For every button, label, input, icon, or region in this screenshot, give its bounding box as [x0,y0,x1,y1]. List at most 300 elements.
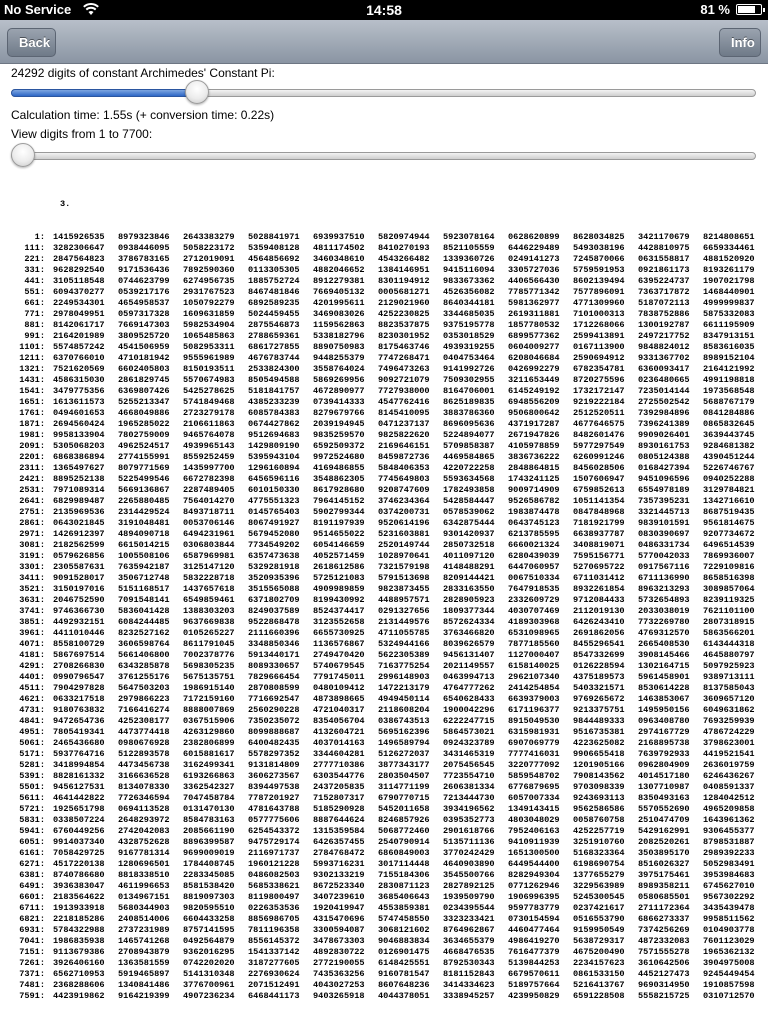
digit-block: 0628620899 [508,232,560,242]
row-index: 4401: [19,672,45,682]
digit-block: 2827892125 [443,881,495,891]
digit-block: 5141310348 [183,969,235,979]
digit-block: 8246857926 [378,815,430,825]
digit-block: 2085661190 [183,826,235,836]
digit-block: 1986835938 [53,936,105,946]
row-index: 7261: [19,958,45,968]
digit-block: 1365497627 [53,463,105,473]
digit-block: 4473774418 [118,727,170,737]
digit-block: 3123552658 [313,617,365,627]
digit-block: 4452127473 [638,969,690,979]
digit-block: 6456596116 [248,474,300,484]
digit-block: 0486331734 [638,540,690,550]
slider-thumb[interactable] [11,143,35,167]
digit-block: 8640344181 [443,298,495,308]
digit-block: 3469083026 [313,309,365,319]
digit-block: 2931767523 [183,287,235,297]
digit-row [0,705,768,716]
view-range-slider[interactable] [11,143,756,167]
digit-block: 2742042083 [118,826,170,836]
row-index: 3081: [19,540,45,550]
digit-block: 7829666454 [248,672,300,682]
digit-block: 4645880797 [703,650,755,660]
digits-title: 24292 digits of constant Archimedes' Constant Pi: [11,66,275,80]
digit-row [0,870,768,881]
digit-block: 0104903778 [703,925,755,935]
digit-blocks [53,859,768,870]
digit-block: 9164219399 [118,991,170,1001]
battery-icon [736,4,762,15]
digit-block: 8099888687 [248,727,300,737]
digit-block: 7791745011 [313,672,365,682]
digit-block: 3606273567 [248,771,300,781]
digit-block: 1732172147 [573,386,625,396]
digit-block: 5126272037 [378,749,430,759]
digit-block: 9906655418 [573,749,625,759]
digit-block: 9243693113 [573,793,625,803]
digit-block: 5425278625 [183,386,235,396]
digit-block: 2183564622 [53,892,105,902]
digit-block: 2671947826 [508,430,560,440]
digit-block: 4586315030 [53,375,105,385]
digit-block: 9844489333 [573,716,625,726]
digit-block: 5695162396 [378,727,430,737]
digit-block: 5622305389 [378,650,430,660]
digit-block: 1495950156 [638,705,690,715]
digit-block: 9456127531 [53,782,105,792]
digit-blocks [53,991,768,1002]
digit-block: 1050792279 [183,298,235,308]
row-index: 4291: [19,661,45,671]
digit-block: 7047458784 [183,793,235,803]
digit-blocks [53,474,768,485]
digit-row [0,364,768,375]
digit-block: 8823537875 [378,320,430,330]
digit-row [0,925,768,936]
digit-block: 0058760758 [573,815,625,825]
digit-block: 1496589794 [378,738,430,748]
digit-block: 5428584447 [443,496,495,506]
digit-block: 8505494588 [248,375,300,385]
digit-block: 5680344903 [118,903,170,913]
digit-block: 4786724229 [703,727,755,737]
row-index: 3191: [19,551,45,561]
digit-block: 2636019759 [703,760,755,770]
digit-block: 5245300545 [573,892,625,902]
digit-block: 4611996653 [118,881,170,891]
digit-block: 9046883834 [378,936,430,946]
digit-block: 4223625082 [573,738,625,748]
digit-block: 6638937787 [573,529,625,539]
digit-blocks [53,694,768,705]
digit-row [0,980,768,991]
digit-block: 0579626856 [53,551,105,561]
digit-block: 6679570611 [508,969,560,979]
digit-block: 0126228594 [573,661,625,671]
digit-block: 7747268471 [378,353,430,363]
row-index: 1321: [19,364,45,374]
digit-block: 3558764024 [313,364,365,374]
digit-block: 1907021798 [703,276,755,286]
digit-block: 6171196377 [508,705,560,715]
digit-block: 5747458550 [378,914,430,924]
row-index: 1541: [19,386,45,396]
digit-block: 4541506959 [118,342,170,352]
digit-block: 9833673362 [443,276,495,286]
digit-block: 7908143562 [573,771,625,781]
digit-block: 8617928680 [313,485,365,495]
digit-block: 3321445713 [638,507,690,517]
digit-block: 4517220138 [53,859,105,869]
digit-block: 6449544400 [508,859,560,869]
digit-blocks [53,716,768,727]
digit-row [0,463,768,474]
digit-block: 0236480665 [638,375,690,385]
row-index: 7481: [19,980,45,990]
digit-block: 9506800642 [508,408,560,418]
digit-block: 7621101100 [703,606,755,616]
digit-row [0,804,768,815]
digit-row [0,826,768,837]
row-index: 2531: [19,485,45,495]
digit-block: 7723554710 [443,771,495,781]
digit-block: 7155184306 [378,870,430,880]
digit-block: 7732269780 [638,617,690,627]
digit-block: 3908145466 [638,650,690,660]
digit-block: 2772190055 [313,958,365,968]
digit-row [0,287,768,298]
digit-block: 5324944166 [378,639,430,649]
digit-block: 8581538420 [183,881,235,891]
digit-block: 2082520261 [638,837,690,847]
slider-thumb[interactable] [185,80,209,104]
digit-block: 5675135751 [183,672,235,682]
digit-block: 7152807317 [313,793,365,803]
digit-block: 0005681271 [378,287,430,297]
digit-block: 6672782398 [183,474,235,484]
digit-block: 0771262946 [508,881,560,891]
digit-block: 4775551323 [248,496,300,506]
row-index: 441: [24,276,45,286]
digit-block: 0847848968 [573,507,625,517]
digit-block: 2850732518 [443,540,495,550]
digit-block: 0577775606 [248,815,300,825]
digit-blocks [53,485,768,496]
digit-block: 0962804909 [638,760,690,770]
digit-block: 2382806899 [183,738,235,748]
digit-block: 5068772460 [378,826,430,836]
digit-block: 0367515906 [183,716,235,726]
digit-block: 4371917287 [508,419,560,429]
digit-row [0,639,768,650]
digit-block: 5679452080 [248,529,300,539]
digit-block: 4962524517 [118,441,170,451]
digit-block: 5725121083 [313,573,365,583]
digit-block: 1973568548 [703,386,755,396]
digit-block: 5231603881 [378,529,430,539]
digit-blocks [53,364,768,375]
digit-row [0,430,768,441]
digit-row [0,573,768,584]
digit-block: 0980676928 [118,738,170,748]
digit-row [0,584,768,595]
digit-row [0,760,768,771]
digit-row [0,408,768,419]
digit-blocks [53,947,768,958]
digit-blocks [53,419,768,430]
digit-block: 8658516398 [703,573,755,583]
digit-row [0,892,768,903]
digit-block: 4909989859 [313,584,365,594]
status-bar [0,0,768,20]
digit-block: 6711136990 [638,573,690,583]
digit-block: 8134078330 [118,782,170,792]
digit-block: 8079771569 [118,463,170,473]
digit-block: 6369807426 [118,386,170,396]
digit-blocks [53,672,768,683]
digit-block: 0990796547 [53,672,105,682]
digit-block: 7181921799 [573,518,625,528]
digit-block: 0694113528 [118,804,170,814]
digit-block: 2901618766 [443,826,495,836]
digit-block: 7869936007 [703,551,755,561]
digit-block: 4675200490 [573,947,625,957]
digit-block: 3545500766 [443,870,495,880]
digit-block: 3105118548 [53,276,105,286]
digit-block: 9825822620 [378,430,430,440]
row-index: 2641: [19,496,45,506]
digit-block: 2648293972 [118,815,170,825]
digit-block: 1925651798 [53,804,105,814]
digit-block: 7635942187 [118,562,170,572]
digit-block: 5923078164 [443,232,495,242]
digit-block: 6148425551 [378,958,430,968]
digit-block: 8249037589 [248,606,300,616]
digit-block: 4564856692 [248,254,300,264]
info-button[interactable]: Info [719,28,761,57]
digit-block: 1651300500 [508,848,560,858]
digit-blocks [53,771,768,782]
digit-block: 7892590360 [183,265,235,275]
digit-block: 8199430992 [313,595,365,605]
digit-block: 7496473263 [378,364,430,374]
digit-block: 8164706001 [443,386,495,396]
digit-block: 1809377344 [443,606,495,616]
digit-block: 5993716231 [313,859,365,869]
digit-blocks [53,287,768,298]
digit-block: 8530614228 [638,683,690,693]
digit-block: 4668049886 [118,408,170,418]
digit-block: 2774155991 [118,452,170,462]
digit-block: 4641442822 [53,793,105,803]
digit-block: 2021149557 [443,661,495,671]
digit-block: 4882046652 [313,265,365,275]
digit-blocks [53,606,768,617]
digit-block: 0963408780 [638,716,690,726]
digit-block: 5859548702 [508,771,560,781]
digit-block: 3414334623 [443,980,495,990]
digit-block: 9284681382 [703,441,755,451]
digit-block: 4881520920 [703,254,755,264]
digit-block: 4043027253 [313,980,365,990]
digit-block: 0578539062 [443,507,495,517]
digit-block: 7669147303 [118,320,170,330]
digit-block: 2437205835 [313,782,365,792]
digit-block: 2305587631 [53,562,105,572]
digit-block: 1302164715 [638,661,690,671]
digit-blocks [53,683,768,694]
digit-block: 7726346594 [118,793,170,803]
digit-block: 3150197016 [53,584,105,594]
digit-block: 3166636528 [118,771,170,781]
digit-row [0,606,768,617]
digit-block: 2135969536 [53,507,105,517]
digit-block: 3282306647 [53,243,105,253]
digit-block: 6426243410 [573,617,625,627]
digit-block: 9167781314 [118,848,170,858]
digit-row [0,716,768,727]
digit-block: 0395352773 [443,815,495,825]
digit-block: 3776700961 [183,980,235,990]
digit-block: 8455296541 [573,639,625,649]
digit-block: 8467481846 [248,287,300,297]
digit-block: 8145410095 [378,408,430,418]
digit-block: 3344685035 [443,309,495,319]
digit-block: 3191048481 [118,518,170,528]
digit-blocks [53,628,768,639]
digit-block: 0742202020 [183,958,235,968]
digit-block: 2708943879 [118,947,170,957]
digit-blocks [53,430,768,441]
digit-block: 3809525720 [118,331,170,341]
digit-row [0,540,768,551]
digit-block: 7601123029 [703,936,755,946]
digits-count-slider[interactable] [11,80,756,104]
digit-row [0,617,768,628]
digit-block: 3435439478 [703,903,755,913]
digit-block: 3548862305 [313,474,365,484]
digit-blocks [53,232,768,243]
digit-row [0,738,768,749]
digit-block: 2870808599 [248,683,300,693]
digit-block: 2533824300 [248,364,300,374]
digit-block: 8556145372 [248,936,300,946]
digit-block: 6899577362 [508,331,560,341]
digit-block: 8350493163 [638,793,690,803]
digit-block: 9839101591 [638,518,690,528]
digit-block: 6829989487 [53,496,105,506]
digit-block: 5052983491 [703,859,755,869]
digit-block: 2510474709 [638,815,690,825]
digit-block: 8119800497 [248,892,300,902]
digit-block: 1743241125 [508,474,560,484]
digit-block: 1296160894 [248,463,300,473]
digit-row [0,936,768,947]
digit-block: 2164121992 [703,364,755,374]
digit-block: 7904297828 [53,683,105,693]
battery-percent: 81 % [700,2,730,17]
digit-block: 6939937510 [313,232,365,242]
digit-block: 0291327656 [378,606,430,616]
digit-block: 8896399587 [183,837,235,847]
row-index: 7371: [19,969,45,979]
back-button[interactable]: Back [7,28,56,57]
digit-block: 7101000313 [573,309,625,319]
digit-block: 7745649803 [378,474,430,484]
digit-block: 6660021324 [508,540,560,550]
digit-block: 9746366730 [53,606,105,616]
row-index: 5171: [19,749,45,759]
digit-block: 7805419341 [53,727,105,737]
digit-block: 6246436267 [703,771,755,781]
digit-block: 7838752886 [638,309,690,319]
digit-block: 3883786360 [443,408,495,418]
digit-block: 4411010446 [53,628,105,638]
digit-block: 3520935396 [248,573,300,583]
digit-block: 0471237137 [378,419,430,429]
digit-block: 1910857598 [703,980,755,990]
digit-block: 4239950829 [508,991,560,1001]
row-index: 5501: [19,782,45,792]
digit-block: 9389713111 [703,672,755,682]
digit-block: 6254543372 [248,826,300,836]
digit-block: 5836041428 [118,606,170,616]
digit-block: 2590694912 [573,353,625,363]
digit-row [0,496,768,507]
digit-block: 2618612586 [313,562,365,572]
row-index: 6161: [19,848,45,858]
digit-blocks [53,375,768,386]
digit-block: 5570674983 [183,375,235,385]
digit-block: 5270695722 [573,562,625,572]
row-index: 7591: [19,991,45,1001]
digit-block: 6866273337 [638,914,690,924]
digit-block: 5024459455 [248,309,300,319]
digit-block: 0408591337 [703,782,755,792]
digit-row [0,309,768,320]
digit-block: 8150193511 [183,364,235,374]
digit-row [0,353,768,364]
digit-block: 0739414333 [313,397,365,407]
digit-block: 8282949304 [508,870,560,880]
digit-block: 6426357455 [313,837,365,847]
row-index: 1431: [19,375,45,385]
digit-block: 0134967151 [118,892,170,902]
carrier-label: No Service [4,2,72,17]
digit-block: 0643745123 [508,518,560,528]
digit-block: 8611791045 [183,639,235,649]
digit-block: 1384146951 [378,265,430,275]
digit-block: 7595156771 [573,551,625,561]
digit-block: 2847564823 [53,254,105,264]
digit-block: 5058223172 [183,243,235,253]
digit-block: 6222247715 [443,716,495,726]
digit-block: 3187277605 [248,958,300,968]
digit-block: 3904975008 [703,958,755,968]
digit-block: 0580685501 [638,892,690,902]
digit-block: 3953984683 [703,870,755,880]
digit-blocks [53,914,768,925]
digit-block: 2875546873 [248,320,300,330]
digit-block: 4986419270 [508,936,560,946]
digit-block: 2803504507 [378,771,430,781]
digit-block: 1472213179 [378,683,430,693]
digit-block: 0744623799 [118,276,170,286]
digit-block: 0486082503 [248,870,300,880]
digit-block: 1939509790 [443,892,495,902]
digit-block: 6395224737 [638,276,690,286]
digit-block: 6198690754 [573,859,625,869]
